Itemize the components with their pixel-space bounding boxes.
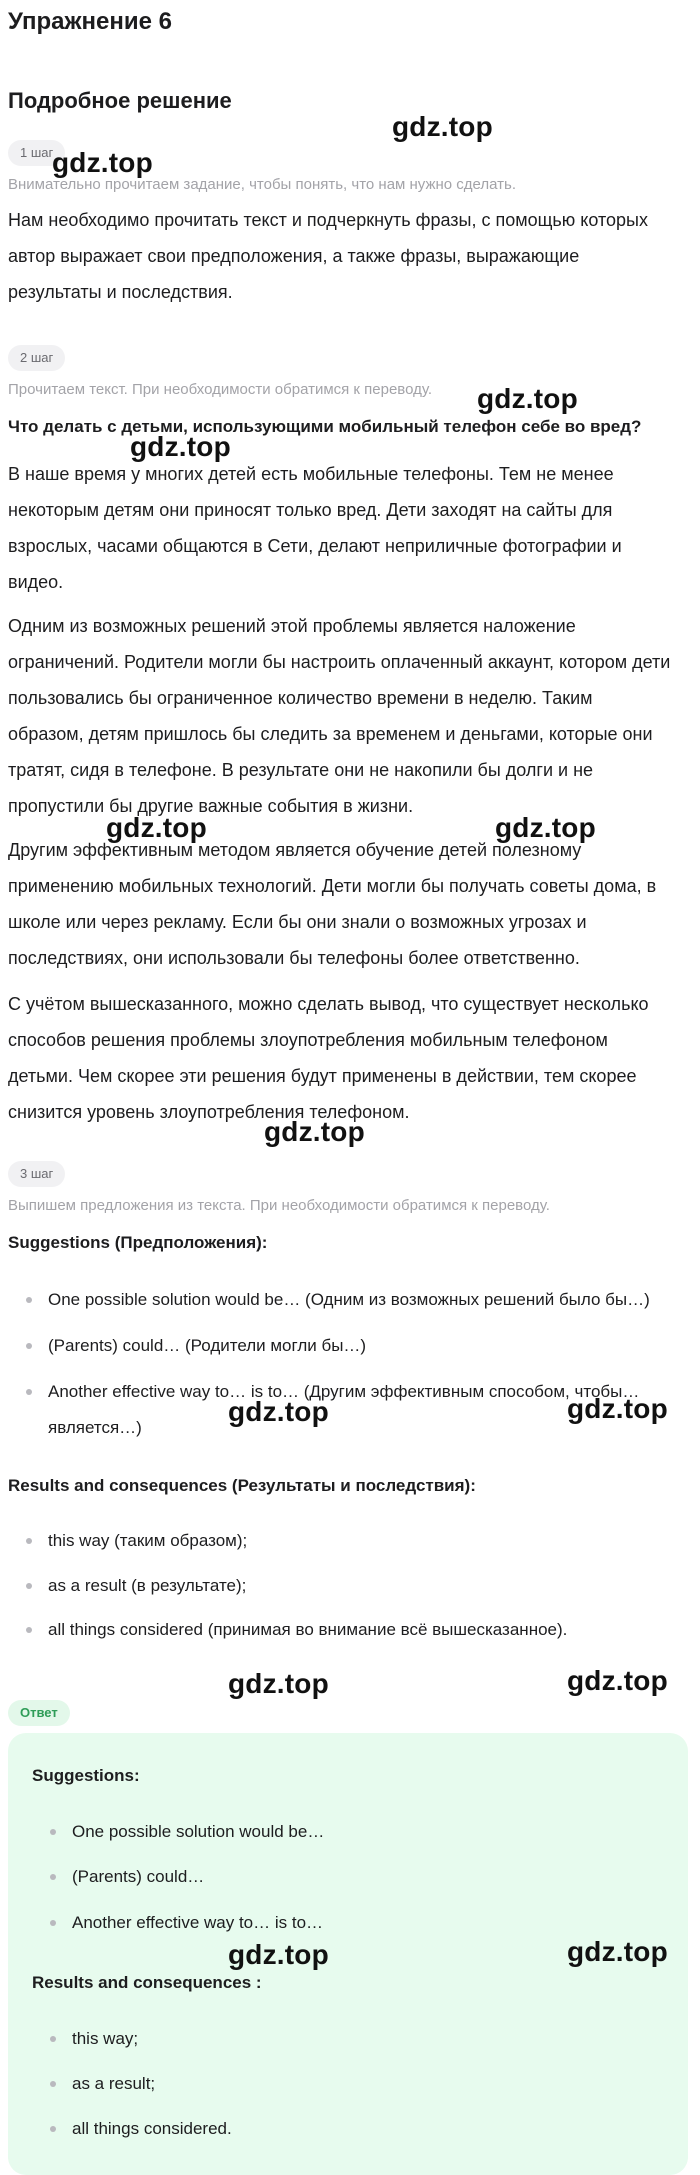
watermark: gdz.top: [495, 812, 596, 843]
watermark: gdz.top: [264, 1116, 365, 1147]
list-item: (Parents) could… (Родители могли бы…): [48, 1336, 367, 1355]
step-3-badge: 3 шаг: [8, 1161, 65, 1187]
list-item: Another effective way to… is to… (Другим эффективным способом, чтобы… является…): [48, 1382, 640, 1437]
bullet-icon: [50, 2081, 56, 2087]
page-title: Упражнение 6: [8, 8, 172, 35]
bullet-icon: [50, 2126, 56, 2132]
step-1-text: Нам необходимо прочитать текст и подчеркнуть фразы, с помощью которых автор выражает свои предположения, а также фразы, выражающие результаты и последствия.: [8, 210, 648, 302]
suggestions-heading: Suggestions (Предположения):: [8, 1233, 268, 1252]
watermark: gdz.top: [567, 1936, 668, 1967]
bullet-icon: [50, 1829, 56, 1835]
step-2-paragraph: С учётом вышесказанного, можно сделать вывод, что существует несколько способов решения проблемы злоупотребления мобильным телефоном детьми. Чем скорее эти решения будут применены в действии, тем скорее снизится уровень злоупотребления телефоном.: [8, 994, 649, 1122]
list-item: this way;: [72, 2029, 139, 2048]
watermark: gdz.top: [106, 812, 207, 843]
bullet-icon: [26, 1627, 32, 1633]
watermark: gdz.top: [228, 1668, 329, 1699]
step-2-paragraph: Одним из возможных решений этой проблемы является наложение ограничений. Родители могли бы настроить оплаченный аккаунт, котором дети пользовались бы ограниченное количество времени в неделю. Таким образом, детям пришлось бы следить за временем и деньгами, которые они тратят, сидя в телефоне. В результате они не накопили бы долги и не пропустили бы другие важные события в жизни.: [8, 616, 671, 816]
step-3-hint: Выпишем предложения из текста. При необходимости обратимся к переводу.: [8, 1197, 550, 1214]
list-item: all things considered (принимая во внимание всё вышесказанное).: [48, 1620, 568, 1639]
list-item: One possible solution would be…: [72, 1822, 325, 1841]
watermark: gdz.top: [567, 1665, 668, 1696]
watermark: gdz.top: [52, 147, 153, 178]
watermark: gdz.top: [228, 1396, 329, 1427]
answer-results-heading: Results and consequences :: [32, 1973, 262, 1992]
watermark: gdz.top: [567, 1393, 668, 1424]
list-item: One possible solution would be… (Одним из возможных решений было бы…): [48, 1290, 650, 1309]
solution-heading: Подробное решение: [8, 88, 232, 113]
step-2-paragraph: В наше время у многих детей есть мобильные телефоны. Тем не менее некоторым детям они приносят только вред. Дети заходят на сайты для взрослых, часами общаются в Сети, делают неприличные фотографии и видео.: [8, 464, 622, 592]
watermark: gdz.top: [228, 1939, 329, 1970]
bullet-icon: [26, 1343, 32, 1349]
bullet-icon: [26, 1389, 32, 1395]
watermark: gdz.top: [130, 431, 231, 462]
list-item: Another effective way to… is to…: [72, 1913, 324, 1932]
bullet-icon: [50, 2036, 56, 2042]
bullet-icon: [50, 1874, 56, 1880]
bullet-icon: [26, 1538, 32, 1544]
list-item: this way (таким образом);: [48, 1531, 248, 1550]
answer-suggestions-heading: Suggestions:: [32, 1766, 140, 1785]
results-heading: Results and consequences (Результаты и последствия):: [8, 1476, 476, 1495]
bullet-icon: [50, 1920, 56, 1926]
list-item: (Parents) could…: [72, 1867, 205, 1886]
list-item: all things considered.: [72, 2119, 232, 2138]
list-item: as a result;: [72, 2074, 156, 2093]
step-2-paragraph: Другим эффективным методом является обучение детей полезному применению мобильных технологий. Дети могли бы получать советы дома, в школе или через рекламу. Если бы они знали о возможных угрозах и последствиях, они использовали бы телефоны более ответственно.: [8, 840, 657, 968]
answer-badge: Ответ: [8, 1700, 70, 1726]
watermark: gdz.top: [477, 383, 578, 414]
bullet-icon: [26, 1297, 32, 1303]
bullet-icon: [26, 1583, 32, 1589]
step-1-hint: Внимательно прочитаем задание, чтобы понять, что нам нужно сделать.: [8, 176, 517, 193]
step-2-heading: Что делать с детьми, использующими мобильный телефон себе во вред?: [8, 417, 642, 436]
list-item: as a result (в результате);: [48, 1576, 247, 1595]
step-1-badge: 1 шаг: [8, 140, 65, 166]
watermark: gdz.top: [392, 111, 493, 142]
step-2-badge: 2 шаг: [8, 345, 65, 371]
step-2-hint: Прочитаем текст. При необходимости обратимся к переводу.: [8, 381, 433, 398]
